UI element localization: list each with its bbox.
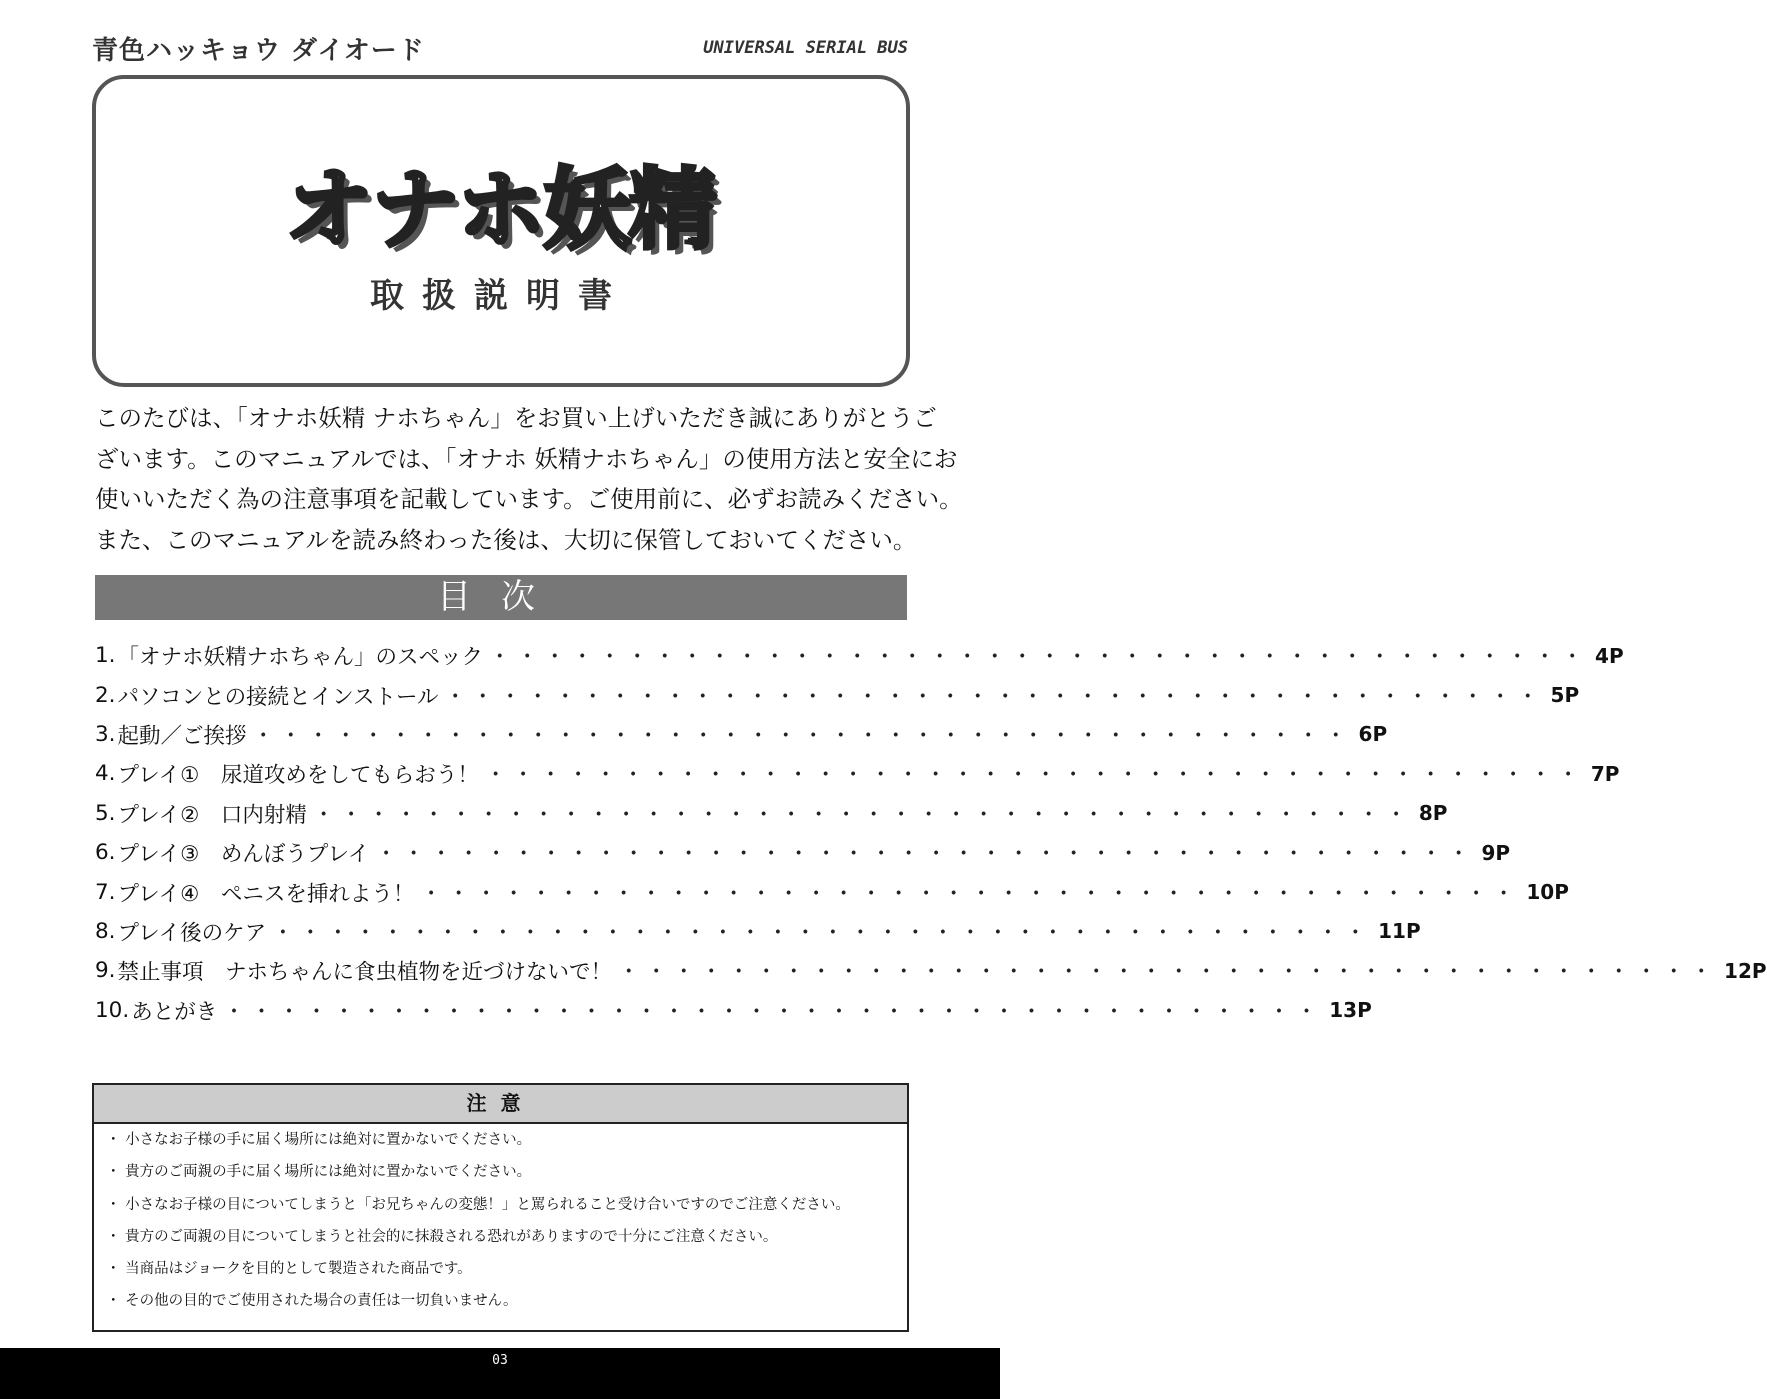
toc-item-page: 11P [1378,919,1421,944]
toc-item-page: 5P [1550,683,1580,708]
intro-paragraph [95,398,963,560]
page-number: 03 [492,1353,508,1368]
caution-box [92,1083,909,1332]
toc-item-page: 6P [1358,722,1388,747]
toc-item [95,794,1448,833]
toc-item-number: 9. [95,958,116,984]
toc-leader-dots: ・・・・・・・・・・・・・・・・・・・・・・・・・・・・・・・・・・・・・・・・ [272,920,1373,946]
product-title: オナホ妖精 [284,158,715,261]
toc-item-number: 7. [95,879,116,905]
intro-line: 使いいただく為の注意事項を記載しています。ご使用前に、必ずお読みください。 [95,485,963,513]
toc-leader-dots: ・・・・・・・・・・・・・・・・・・・・・・・・・・・・・・・・・・・・・・・・ [420,881,1521,907]
toc-item [95,754,1620,793]
toc-item [95,636,1624,675]
toc-item-page: 13P [1329,998,1372,1023]
caution-item: ・ その他の目的でご使用された場合の責任は一切負いません。 [106,1293,518,1310]
toc-item-number: 4. [95,761,116,787]
toc-item-page: 10P [1526,880,1569,905]
table-of-contents [95,636,1767,1030]
toc-leader-dots: ・・・・・・・・・・・・・・・・・・・・・・・・・・・・・・・・・・・・・・・・ [618,960,1719,986]
caution-item: ・ 当商品はジョークを目的として製造された商品です。 [106,1261,472,1278]
caution-item: ・ 小さなお子様の手に届く場所には絶対に置かないでください。 [106,1132,532,1148]
toc-item-label: プレイ① 尿道攻めをしてもらおう！ [117,763,479,789]
toc-item [95,912,1421,951]
toc-item [95,833,1511,872]
intro-line: また、このマニュアルを読み終わった後は、大切に保管しておいてください。 [95,525,917,554]
toc-item-label: 「オナホ妖精ナホちゃん」のスペック [117,645,484,671]
toc-leader-dots: ・・・・・・・・・・・・・・・・・・・・・・・・・・・・・・・・・・・・・・・・ [223,999,1324,1025]
toc-leader-dots: ・・・・・・・・・・・・・・・・・・・・・・・・・・・・・・・・・・・・・・・・ [375,842,1476,868]
toc-item-number: 3. [95,721,116,747]
toc-item-label: プレイ② 口内射精 [117,802,307,828]
circle-name: 青色ハッキョウ ダイオード [92,36,425,66]
toc-item-label: プレイ④ ペニスを挿れよう！ [117,881,415,907]
page-footer [0,1348,1000,1399]
manual-subtitle: 取扱説明書 [370,276,630,316]
toc-leader-dots: ・・・・・・・・・・・・・・・・・・・・・・・・・・・・・・・・・・・・・・・・ [489,645,1590,671]
intro-line: ざいます。このマニュアルでは、「オナホ 妖精ナホちゃん」の使用方法と安全にお [95,444,958,473]
toc-item-page: 9P [1481,840,1511,865]
caution-item: ・ 小さなお子様の目についてしまうと「お兄ちゃんの変態！」と罵られること受け合いですのでご注意ください。 [106,1196,850,1213]
toc-item-page: 8P [1418,801,1448,826]
toc-item-label: プレイ後のケア [117,920,267,946]
toc-item-number: 10. [95,997,130,1023]
toc-leader-dots: ・・・・・・・・・・・・・・・・・・・・・・・・・・・・・・・・・・・・・・・・ [484,763,1585,789]
caution-item: ・ 貴方のご両親の目についてしまうと社会的に抹殺される恐れがありますので十分にご注意ください。 [106,1228,778,1245]
toc-item-label: プレイ③ めんぼうプレイ [117,842,370,868]
toc-item-number: 6. [95,840,116,866]
toc-leader-dots: ・・・・・・・・・・・・・・・・・・・・・・・・・・・・・・・・・・・・・・・・ [252,723,1353,749]
series-name: UNIVERSAL SERIAL BUS [703,38,908,58]
toc-leader-dots: ・・・・・・・・・・・・・・・・・・・・・・・・・・・・・・・・・・・・・・・・ [444,684,1545,710]
caution-heading: 注意 [94,1085,907,1124]
toc-item-label: パソコンとの接続とインストール [117,684,439,710]
toc-item [95,715,1388,754]
toc-leader-dots: ・・・・・・・・・・・・・・・・・・・・・・・・・・・・・・・・・・・・・・・・ [312,802,1413,828]
toc-item-number: 2. [95,682,116,708]
toc-item-page: 7P [1590,761,1620,786]
toc-item [95,872,1569,911]
toc-item [95,675,1580,714]
toc-item-label: 禁止事項 ナホちゃんに食虫植物を近づけないで！ [117,960,613,986]
toc-item [95,991,1372,1030]
toc-item-page: 12P [1724,958,1767,983]
toc-heading: 目次 [95,575,907,620]
intro-line: このたびは、「オナホ妖精 ナホちゃん」をお買い上げいただき誠にありがとうご [95,404,937,432]
toc-item-number: 8. [95,918,116,944]
toc-item-number: 5. [95,800,116,826]
toc-item-number: 1. [95,643,116,669]
caution-item: ・ 貴方のご両親の手に届く場所には絶対に置かないでください。 [106,1164,532,1181]
toc-item-page: 4P [1595,643,1624,668]
toc-item-label: あとがき [131,999,218,1025]
toc-item [95,951,1767,990]
toc-item-label: 起動／ご挨拶 [117,723,247,749]
